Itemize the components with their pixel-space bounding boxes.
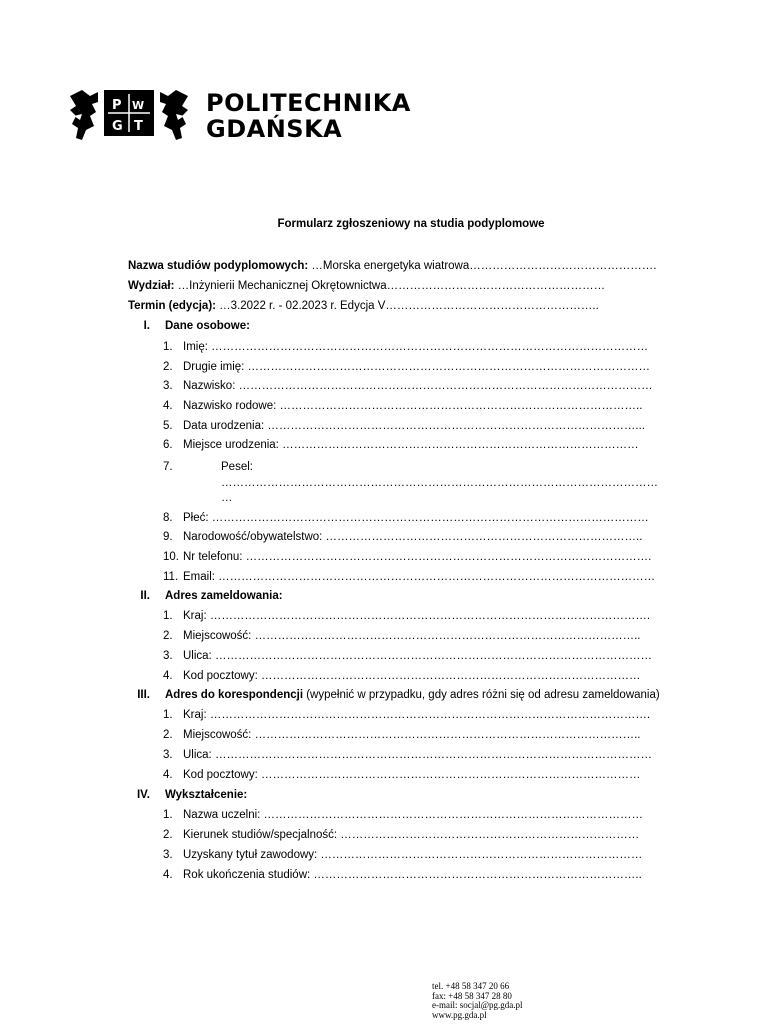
field-number: 8. [163, 512, 173, 524]
field-postal-code[interactable]: Kod pocztowy: ……………………………………………………………………………………… [183, 769, 641, 781]
field-number: 2. [163, 630, 173, 642]
field-number: 3. [163, 380, 173, 392]
field-country[interactable]: Kraj: ……………………………………………………………………………………………………. [183, 709, 651, 721]
section-number: I. [143, 320, 150, 332]
field-number: 1. [163, 610, 173, 622]
field-number: 3. [163, 849, 173, 861]
section-number: IV. [136, 789, 150, 801]
field-email[interactable]: Email: …………………………………………………………………………………………………… [183, 571, 656, 583]
field-number: 6. [163, 439, 173, 451]
field-number: 2. [163, 829, 173, 841]
studies-name-value: …Morska energetyka wiatrowa…………………………………………. [308, 260, 657, 272]
studies-name-row [128, 260, 656, 272]
logo-letter-p: P [112, 98, 122, 113]
field-street[interactable]: Ulica: …………………………………………………………………………………………………… [183, 749, 652, 761]
faculty-value: …Inżynierii Mechanicznej Okrętownictwa………………………………………………… [174, 280, 606, 292]
field-number: 1. [163, 341, 173, 353]
university-name [206, 90, 411, 142]
field-number: 7. [163, 461, 173, 473]
field-number: 3. [163, 650, 173, 662]
field-street[interactable]: Ulica: …………………………………………………………………………………………………… [183, 650, 652, 662]
field-number: 4. [163, 769, 173, 781]
footer-website: www.pg.gda.pl [432, 1009, 487, 1020]
field-second-name[interactable]: Drugie imię: …………………………………………………………………………………………… [183, 361, 651, 373]
term-row [128, 300, 599, 312]
field-number: 1. [163, 709, 173, 721]
logo-letter-w: W [132, 99, 145, 112]
field-number: 3. [163, 749, 173, 761]
field-number: 1. [163, 809, 173, 821]
logo-letter-g: G [112, 119, 123, 134]
contact-footer [432, 982, 523, 1020]
field-degree[interactable]: Uzyskany tytuł zawodowy: ………………………………………………………………………… [183, 849, 643, 861]
field-surname[interactable]: Nazwisko: ……………………………………………………………………………………………… [183, 380, 653, 392]
term-label: Termin (edycja): [128, 300, 216, 312]
field-family-name[interactable]: Nazwisko rodowe: ………………………………………………………………………………….. [183, 400, 643, 412]
field-number: 4. [163, 869, 173, 881]
field-number: 2. [163, 729, 173, 741]
form-title: Formularz zgłoszeniowy na studia podyplomowe [277, 218, 545, 230]
field-birth-place[interactable]: Miejsce urodzenia: ………………………………………………………………………………… [183, 439, 639, 451]
field-number: 2. [163, 361, 173, 373]
section-title: Dane osobowe: [165, 320, 250, 332]
section-title: Wykształcenie: [165, 789, 248, 801]
section-number: III. [137, 689, 150, 701]
section-title: Adres zameldowania: [165, 590, 283, 602]
field-city[interactable]: Miejscowość: ……………………………………………………………………………………….. [183, 729, 641, 741]
field-pesel[interactable]: Pesel: [221, 461, 253, 473]
field-gender[interactable]: Płeć: …………………………………………………………………………………………………… [183, 512, 649, 524]
field-nationality[interactable]: Narodowość/obywatelstwo: ……………………………………………………………………….. [183, 531, 643, 543]
section-title-row [165, 689, 660, 701]
field-city[interactable]: Miejscowość: ……………………………………………………………………………………….. [183, 630, 641, 642]
faculty-row [128, 280, 605, 292]
logo-letter-t: T [134, 119, 143, 134]
field-number: 11. [163, 571, 179, 583]
field-number: 4. [163, 400, 173, 412]
field-pesel-line-end: … [221, 492, 233, 504]
field-phone[interactable]: Nr telefonu: ……………………………………………………………………………………………. [183, 551, 652, 563]
field-graduation-year[interactable]: Rok ukończenia studiów: ………………………………………………………………………….. [183, 869, 642, 881]
field-birth-date[interactable]: Data urodzenia: ……………………………………………………………………………………... [183, 420, 645, 432]
field-major[interactable]: Kierunek studiów/specjalność: …………………………………………………………………… [183, 829, 640, 841]
field-number: 5. [163, 420, 173, 432]
university-name-line2: GDAŃSKA [206, 115, 343, 143]
field-pesel-line[interactable]: …………………………………………………………………………………………………… [221, 477, 658, 489]
section-note: (wypełnić w przypadku, gdy adres różni się od adresu zameldowania) [303, 689, 660, 701]
term-value: …3.2022 r. - 02.2023 r. Edycja V……………………………………………….. [215, 300, 599, 312]
footer-email: e-mail: socjal@pg.gda.pl [432, 1000, 523, 1010]
field-first-name[interactable]: Imię: …………………………………………………………………………………………………… [183, 341, 649, 353]
university-name-line1: POLITECHNIKA [206, 89, 411, 117]
field-postal-code[interactable]: Kod pocztowy: ……………………………………………………………………………………… [183, 670, 641, 682]
field-country[interactable]: Kraj: ……………………………………………………………………………………………………. [183, 610, 651, 622]
footer-phone: tel. +48 58 347 20 66 [432, 981, 510, 991]
field-number: 4. [163, 670, 173, 682]
section-number: II. [140, 590, 150, 602]
field-number: 9. [163, 531, 173, 543]
studies-name-label: Nazwa studiów podyplomowych: [128, 260, 309, 272]
section-title: Adres do korespondencji [165, 689, 304, 701]
field-number: 10. [163, 551, 179, 563]
faculty-label: Wydział: [128, 280, 175, 292]
field-university[interactable]: Nazwa uczelni: ……………………………………………………………………………………… [183, 809, 644, 821]
footer-fax: fax: +48 58 347 28 80 [432, 990, 512, 1001]
